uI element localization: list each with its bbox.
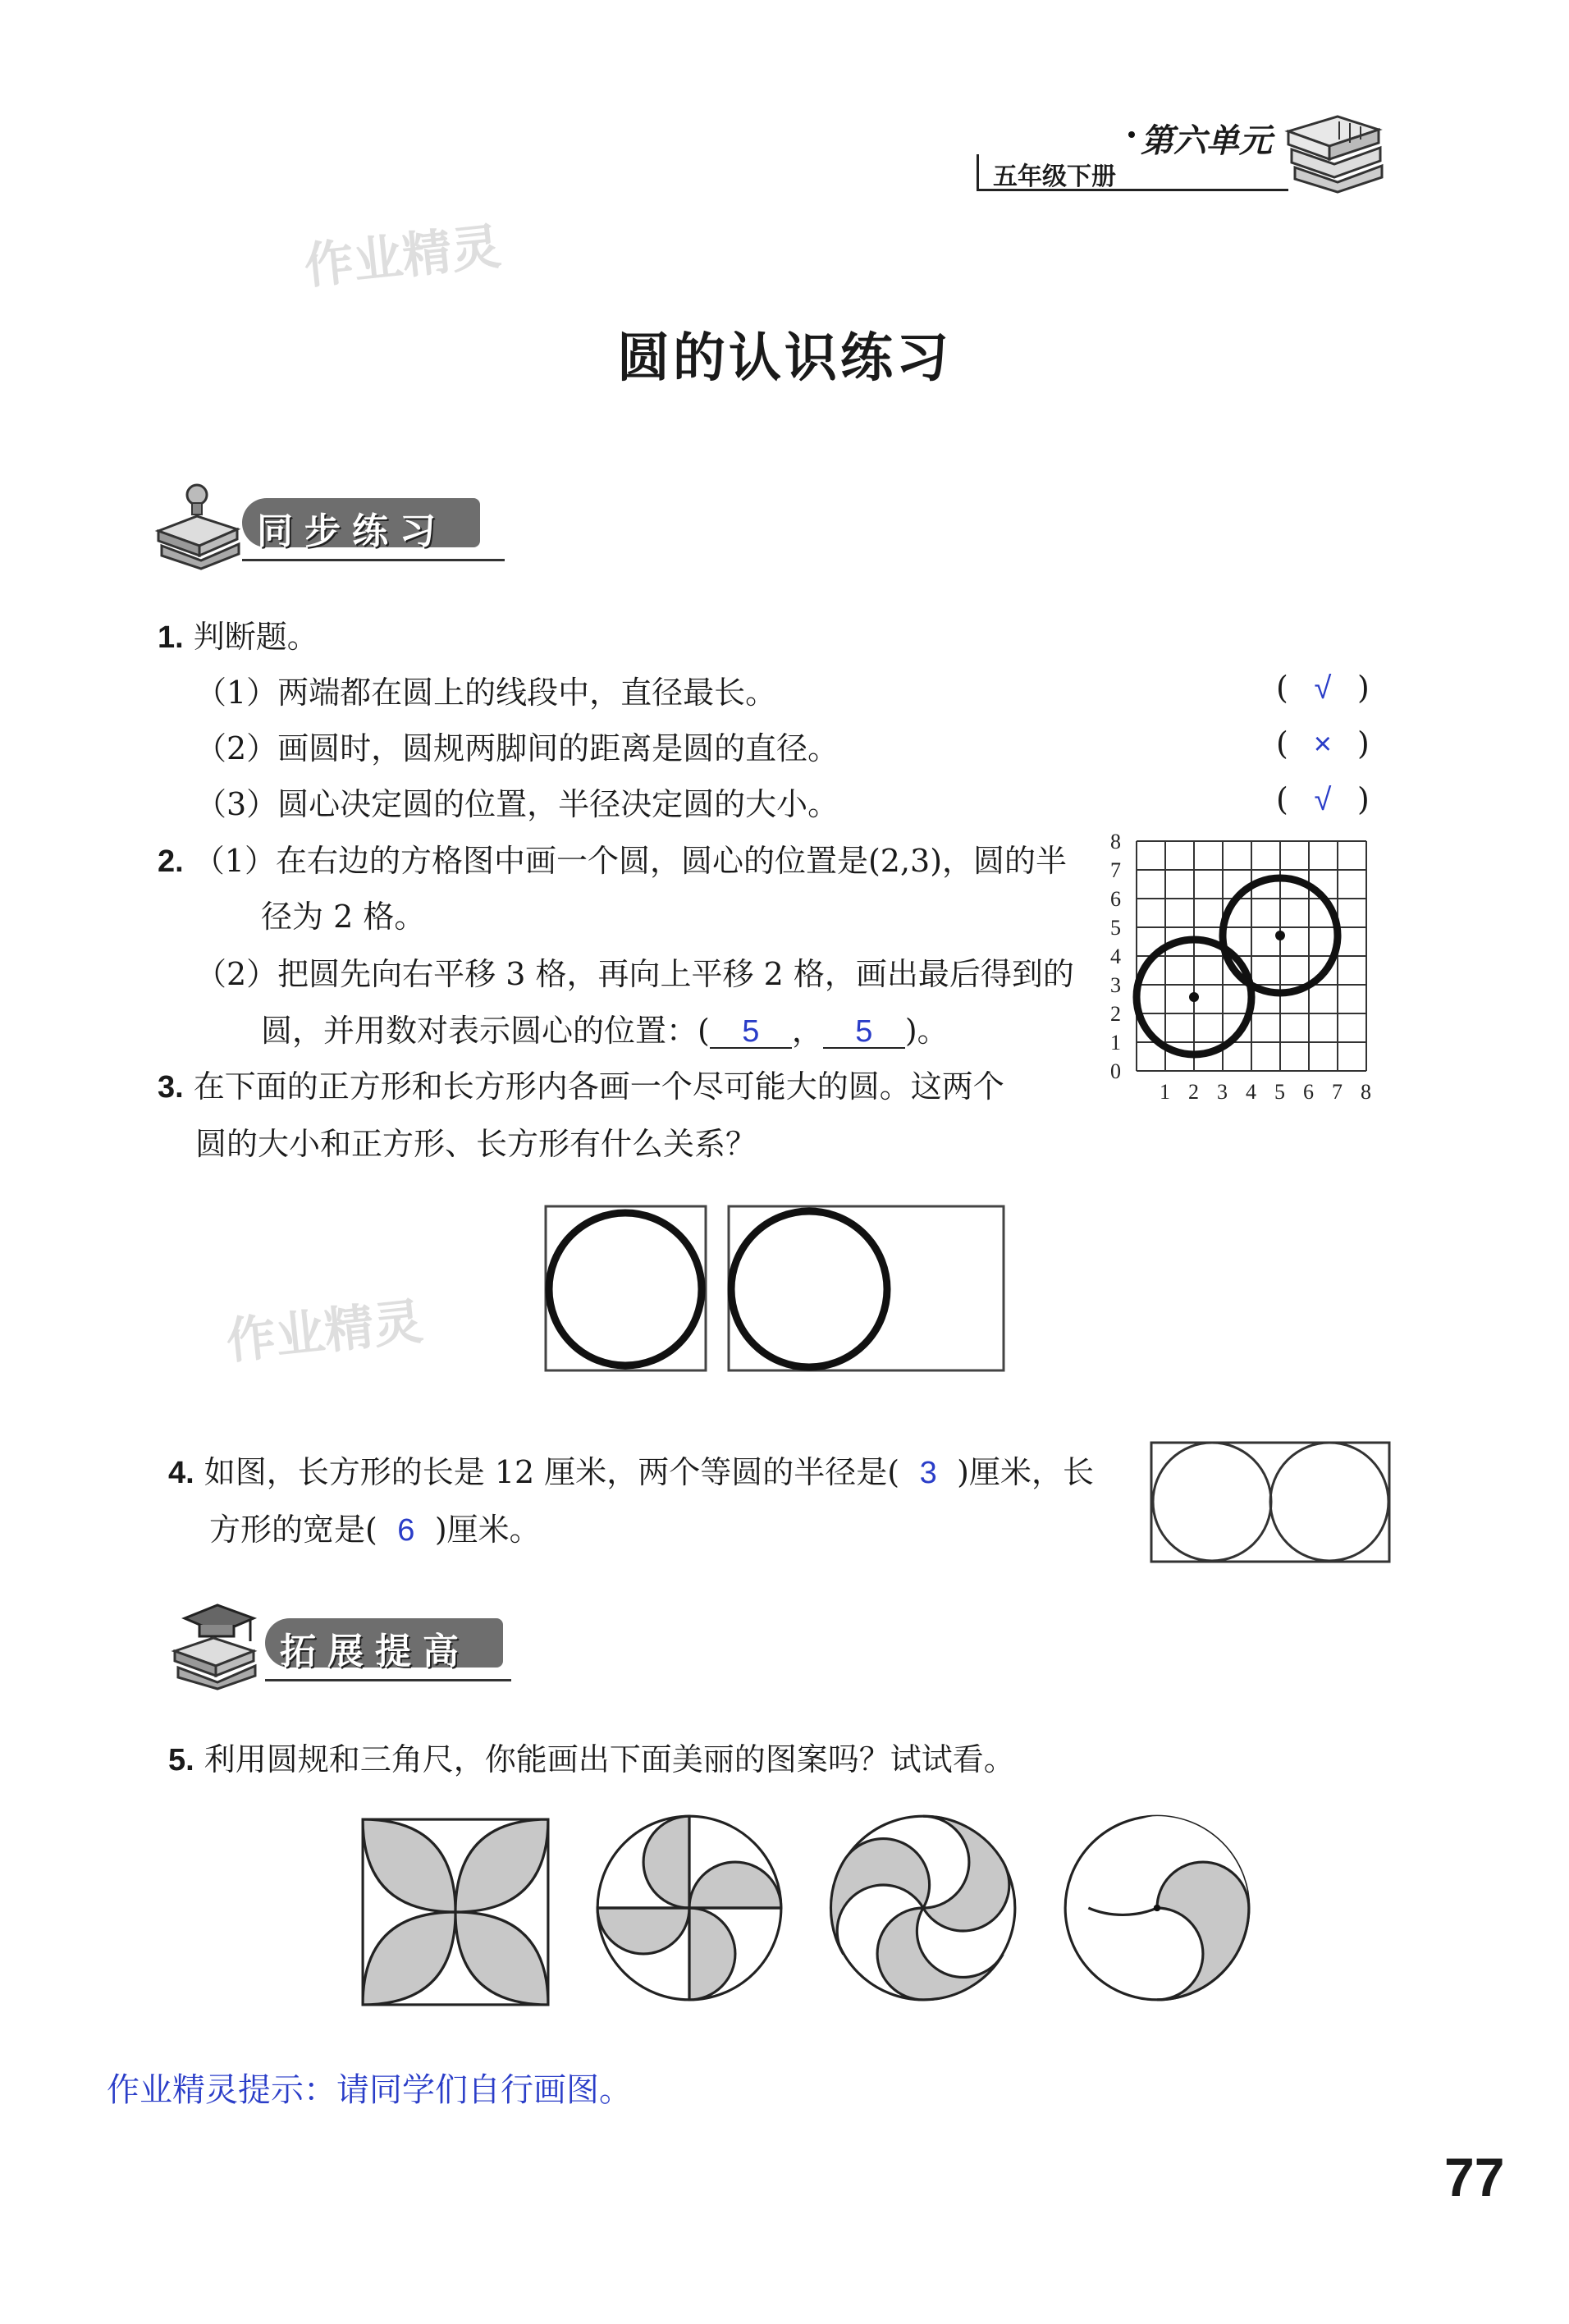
q1-stem-text: 判断题。: [193, 619, 318, 655]
q1-item-1-text: （1）两端都在圆上的线段中，直径最长。: [195, 675, 777, 711]
q1-item-2-text: （2）画圆时，圆规两脚间的距离是圆的直径。: [195, 730, 839, 766]
q3-rectangle-circle: [731, 1211, 887, 1367]
grid-x-label: 1: [1160, 1080, 1170, 1104]
page-header: [977, 107, 1403, 197]
grid-y-labels: [1110, 830, 1121, 1083]
grid-y-label: 4: [1110, 945, 1121, 968]
page-title: 圆的认识练习: [617, 328, 952, 389]
q1-answer-2-box: ( × ): [1276, 724, 1370, 765]
q1-item-3-text: （3）圆心决定圆的位置，半径决定圆的大小。: [195, 786, 839, 822]
page-number: 77: [1444, 2147, 1505, 2207]
grid-y-label: 1: [1110, 1031, 1121, 1054]
q1-number: 1.: [158, 620, 184, 655]
q4-number: 4.: [168, 1456, 194, 1490]
pattern-yin-yang: [1063, 1814, 1251, 2002]
lamp-books-icon: [152, 480, 242, 570]
q4-text2-pre: 方形的宽是(: [209, 1512, 377, 1548]
q4-figure: [1149, 1440, 1395, 1563]
q1-stem: [158, 617, 318, 658]
coordinate-grid-figure: [1104, 830, 1371, 1120]
q1-item-1: [195, 673, 776, 713]
pattern-pinwheel: [595, 1814, 784, 2002]
grid-y-label: 6: [1110, 887, 1121, 911]
q1-item-3: [195, 785, 839, 825]
q2-p1-text2: 径为 2 格。: [261, 899, 426, 935]
section-title-sync: 同步练习: [257, 510, 447, 552]
q3-line2: [195, 1124, 757, 1164]
q1-answer-1: √: [1314, 671, 1332, 706]
grid-y-label: 0: [1110, 1059, 1121, 1083]
hint-text: 作业精灵提示：请同学们自行画图。: [107, 2071, 632, 2109]
grid-x-label: 8: [1361, 1080, 1371, 1104]
q4-answer-radius: 3: [919, 1456, 937, 1490]
section-sync: [152, 480, 496, 570]
grid-x-label: 7: [1332, 1080, 1343, 1104]
pattern-flower-square: [361, 1818, 550, 2006]
q2-part1-line2: [261, 897, 425, 937]
q3-number: 3.: [158, 1070, 184, 1105]
q1-answer-3: √: [1314, 783, 1332, 817]
header-underline: [977, 189, 1288, 191]
grid-x-label: 2: [1188, 1080, 1199, 1104]
q2-p2-text2-post: )。: [904, 1013, 949, 1049]
q3-text2: 圆的大小和正方形、长方形有什么关系？: [195, 1126, 757, 1162]
center-original: [1189, 992, 1199, 1002]
q1-item-2: [195, 729, 839, 769]
q3-text1: 在下面的正方形和长方形内各画一个尽可能大的圆。这两个: [193, 1068, 1004, 1105]
q5-text: 利用圆规和三角尺，你能画出下面美丽的图案吗？试试看。: [204, 1741, 1015, 1777]
q4-answer-width: 6: [397, 1513, 415, 1548]
grid-x-label: 5: [1274, 1080, 1285, 1104]
q1-answer-1-box: ( √ ): [1276, 668, 1370, 709]
grid-x-label: 4: [1246, 1080, 1256, 1104]
q2-p2-text1: （2）把圆先向右平移 3 格，再向上平移 2 格，画出最后得到的: [195, 956, 1074, 992]
grid-x-label: 3: [1217, 1080, 1228, 1104]
grid-x-labels: [1160, 1080, 1371, 1104]
q4-text1-post: )厘米，长: [957, 1454, 1094, 1490]
q4-line1: [168, 1452, 1094, 1494]
q4-circle-right: [1270, 1443, 1388, 1561]
q5-line: [168, 1740, 1015, 1781]
header-dot: [1128, 131, 1135, 138]
unit-label: 第六单元: [1141, 122, 1272, 160]
q1-answer-3-box: ( √ ): [1276, 780, 1370, 821]
grid-y-label: 5: [1110, 916, 1121, 940]
q5-number: 5.: [168, 1743, 194, 1777]
q2-number: 2.: [158, 844, 184, 879]
q3-line1: [158, 1067, 1004, 1108]
section-extend: [168, 1600, 513, 1690]
section-rule: [242, 559, 505, 561]
grid-x-label: 6: [1303, 1080, 1314, 1104]
books-icon: [1280, 107, 1387, 197]
grade-label: 五年级下册: [993, 162, 1116, 191]
watermark-mid: 作业精灵: [223, 1292, 426, 1371]
section-rule: [265, 1679, 511, 1681]
q3-figures: [542, 1202, 1034, 1399]
watermark-top: 作业精灵: [301, 217, 504, 296]
q2-p1-text1: （1）在右边的方格图中画一个圆，圆心的位置是(2,3)，圆的半: [193, 843, 1068, 879]
grid-y-label: 7: [1110, 858, 1121, 882]
q4-text2-post: )厘米。: [434, 1512, 541, 1548]
grid-y-label: 2: [1110, 1002, 1121, 1026]
q2-part2-line2: [261, 1011, 949, 1051]
q4-circle-left: [1153, 1443, 1271, 1561]
q4-text1-pre: 如图，长方形的长是 12 厘米，两个等圆的半径是(: [204, 1454, 900, 1490]
header-tick: [977, 154, 979, 189]
q2-answer-y: 5: [855, 1014, 873, 1049]
q2-answer-x: 5: [742, 1014, 760, 1049]
center-translated: [1275, 931, 1285, 940]
pattern-triple-swirl: [829, 1814, 1018, 2002]
graduation-cap-icon: [168, 1600, 258, 1690]
section-title-extend: 拓展提高: [280, 1631, 470, 1672]
q2-comma: ，: [791, 1013, 823, 1049]
q2-p2-text2-pre: 圆，并用数对表示圆心的位置：(: [261, 1013, 710, 1049]
grid-y-label: 8: [1110, 830, 1121, 853]
grid-y-label: 3: [1110, 973, 1121, 997]
q2-part2-line1: [195, 954, 1074, 995]
q2-part1-line1: [158, 841, 1067, 882]
q4-line2: [209, 1510, 541, 1551]
q3-square-circle: [549, 1213, 702, 1366]
q1-answer-2: ×: [1313, 727, 1332, 762]
